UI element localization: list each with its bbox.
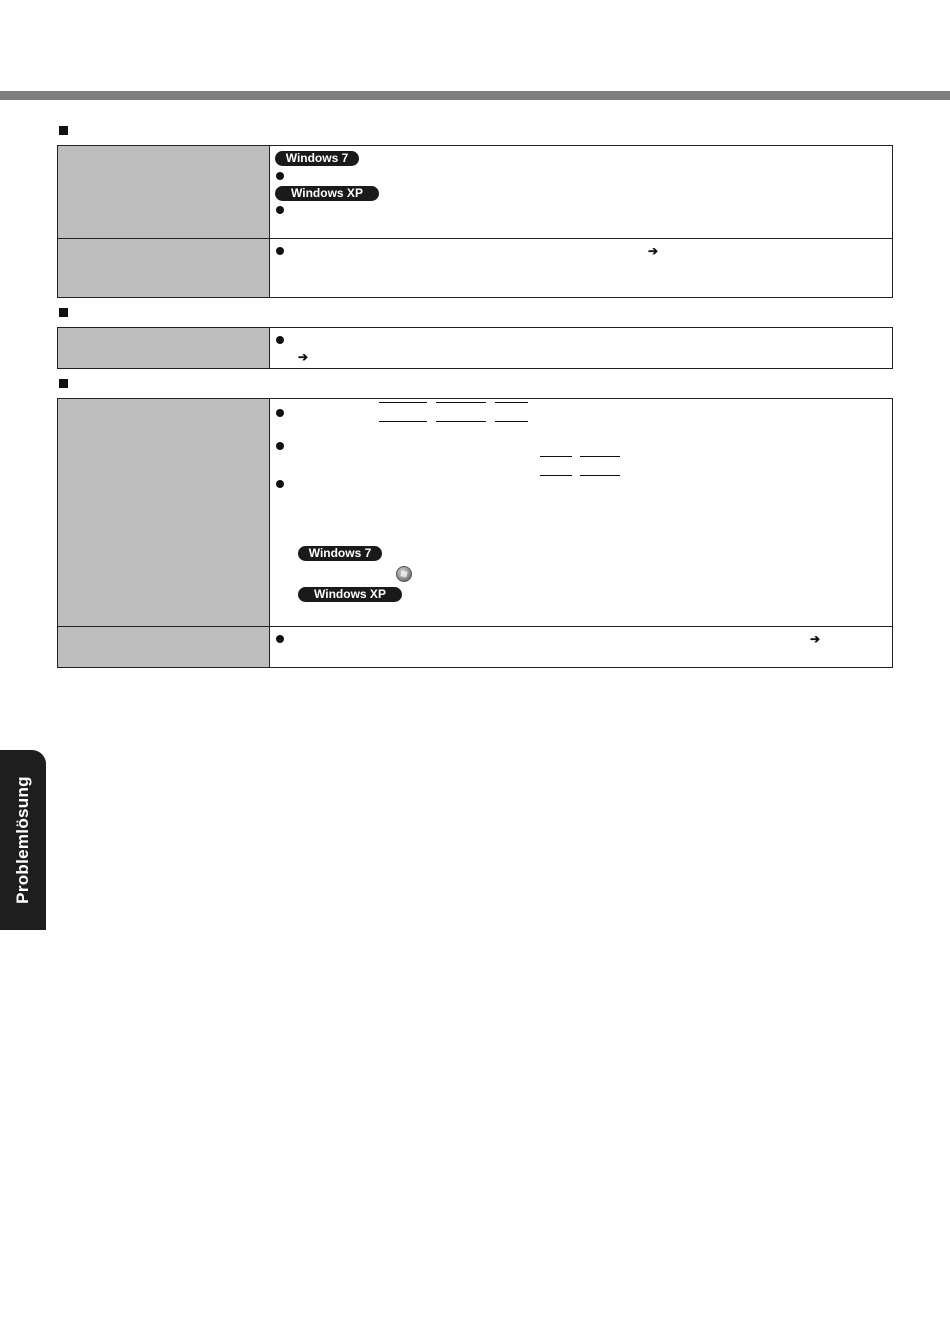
bullet-icon [276,442,284,450]
table-row [58,399,893,627]
section-marker-icon [59,308,68,317]
key-underline [436,402,486,403]
problem-cell [58,239,270,298]
windows-start-orb-icon [396,566,412,582]
bullet-icon [276,247,284,255]
problem-cell [58,328,270,369]
windows7-badge: Windows 7 [275,151,359,166]
answer-cell [270,627,893,668]
problem-cell [58,627,270,668]
windows-xp-badge: Windows XP [275,186,379,201]
key-underline [436,421,486,422]
right-arrow-icon: ➔ [298,350,309,364]
key-underline [580,456,620,457]
answer-cell [270,328,893,369]
bullet-icon [276,635,284,643]
key-underline [540,475,572,476]
bullet-icon [276,409,284,417]
problem-cell [58,399,270,627]
key-underline [540,456,572,457]
problem-cell [58,146,270,239]
bullet-icon [276,480,284,488]
right-arrow-icon: ➔ [648,244,659,258]
troubleshooting-table-1 [57,145,893,298]
answer-cell [270,239,893,298]
windows-xp-badge: Windows XP [298,587,402,602]
troubleshooting-table-2 [57,327,893,369]
windows7-badge: Windows 7 [298,546,382,561]
side-tab-label: Problemlösung [13,776,32,904]
section-marker-icon [59,379,68,388]
table-row [58,627,893,668]
bullet-icon [276,172,284,180]
table-row [58,146,893,239]
key-underline [379,402,427,403]
table-row [58,328,893,369]
right-arrow-icon: ➔ [810,632,821,646]
answer-cell [270,146,893,239]
bullet-icon [276,206,284,214]
key-underline [495,421,528,422]
key-underline [580,475,620,476]
answer-cell [270,399,893,627]
header-bar [0,91,950,100]
troubleshooting-table-3 [57,398,893,668]
key-underline [379,421,427,422]
key-underline [495,402,528,403]
bullet-icon [276,336,284,344]
table-row [58,239,893,298]
section-marker-icon [59,126,68,135]
